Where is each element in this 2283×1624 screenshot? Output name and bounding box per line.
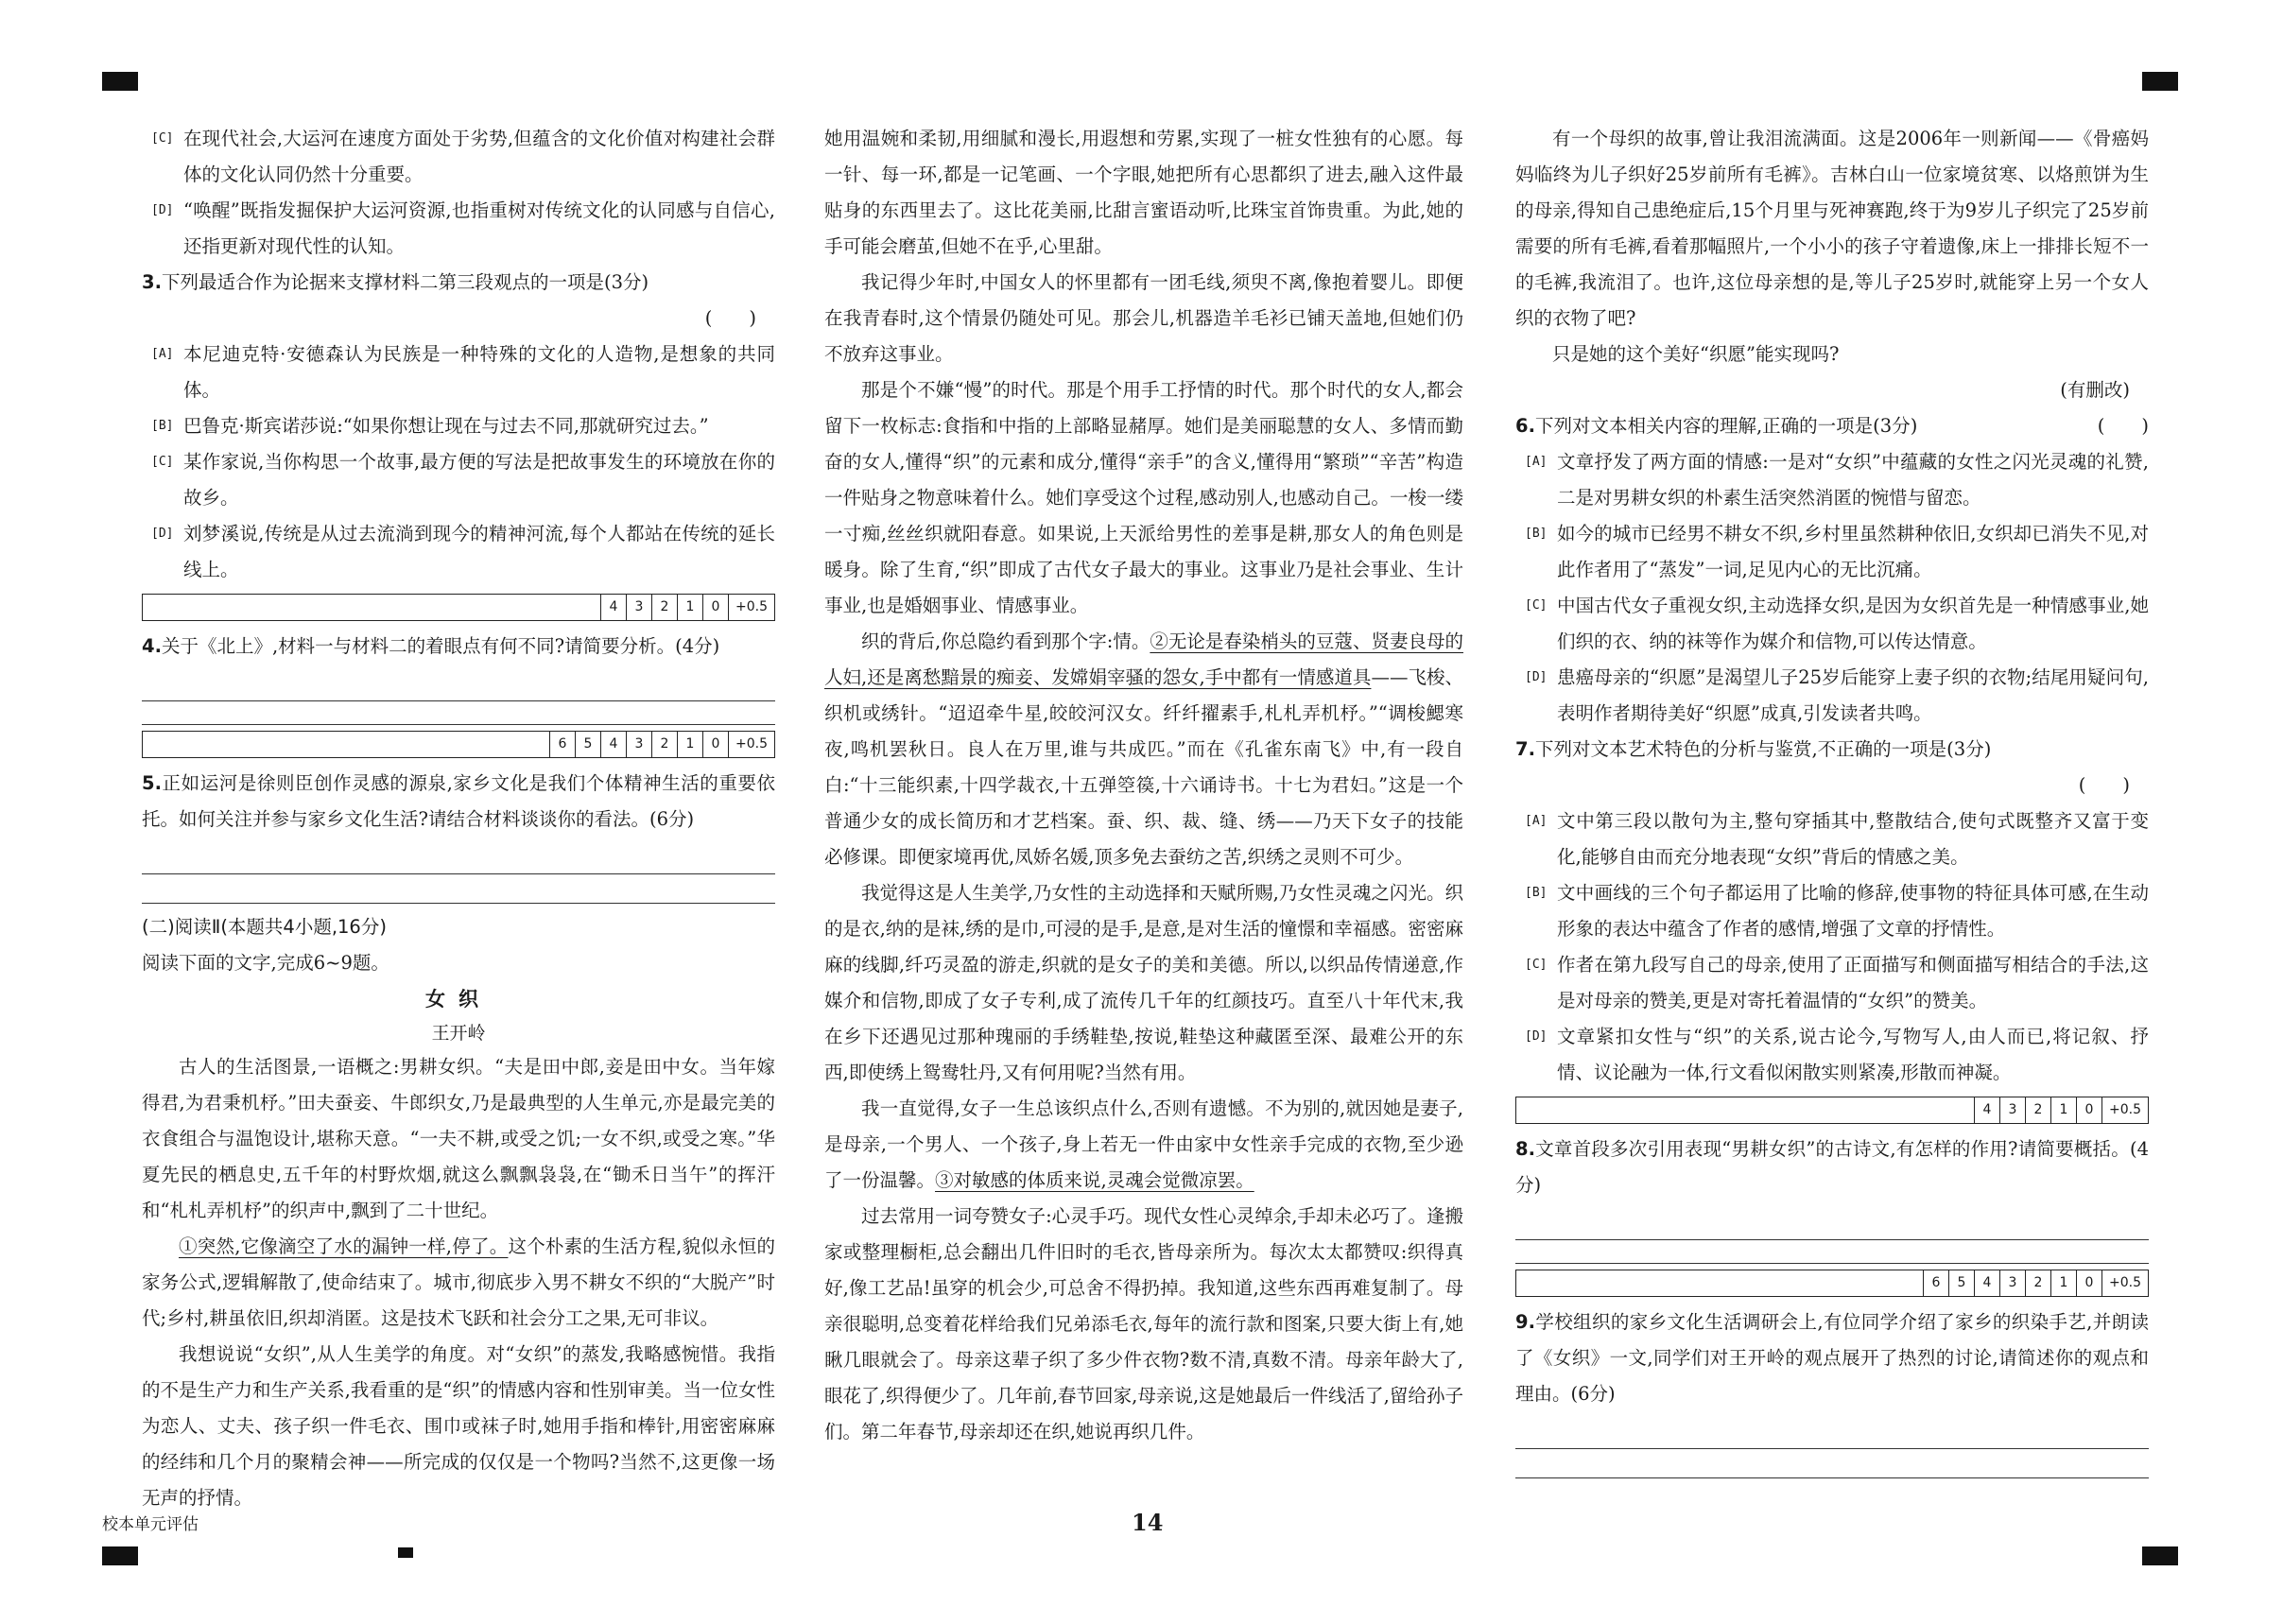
score-cell[interactable]: 5 [1948, 1270, 1974, 1296]
paragraph: 我觉得这是人生美学,乃女性的主动选择和天赋所赐,乃女性灵魂之闪光。织的是衣,纳的是袜,绣的是巾,可浸的是手,是意,是对生活的憧憬和幸福感。密密麻麻的线脚,纤巧灵盈的游走,织就的是女子的美和美德。所以,以织品传情递意,作媒介和信物,即成了女子专利,成了流传几千年的红颜技巧。直至八十年代末,我在乡下还遇见过那种瑰丽的手绣鞋垫,按说,鞋垫这种藏匿至深、最难公开的东西,即使绣上鸳鸯牡丹,又有何用呢?当然有用。 [824, 882, 1463, 1083]
paragraph: 织的背后,你总隐约看到那个字:情。②无论是春染梢头的豆蔻、贤妻良母的人妇,还是离愁黯景的痴妾、发嫦娟宰骚的怨女,手中都有一情感道具——飞梭、织机或绣针。“迢迢牵牛星,皎皎河汉女。纤纤擢素手,札札弄机杼。”“调梭鰓寒夜,鸣机罢秋日。良人在万里,谁与共成匹。”而在《孔雀东南飞》中,有一段自白:“十三能织素,十四学裁衣,十五弹箜篌,十六诵诗书。十七为君妇。”这是一个普通少女的成长简历和才艺档案。蚕、织、裁、缝、绣——乃天下女子的技能必修课。即便家境再优,凤娇名媛,顶多免去蚕纺之苦,织绣之灵则不可少。 [824, 631, 1463, 868]
answer-blank[interactable]: ( ) [704, 307, 756, 329]
registration-mark [2142, 1546, 2178, 1565]
question-3: 3.下列最适合作为论据来支撑材料二第三段观点的一项是(3分) [142, 271, 649, 293]
answer-blank[interactable]: ( ) [2078, 774, 2130, 796]
answer-line[interactable] [1515, 1449, 2149, 1478]
score-cell[interactable]: 1 [677, 595, 702, 620]
answer-line[interactable] [1515, 1203, 2149, 1240]
score-cell[interactable]: 3 [626, 595, 651, 620]
instruction: 阅读下面的文字,完成6~9题。 [142, 952, 389, 974]
score-cell[interactable]: 0 [2076, 1270, 2101, 1296]
question-8: 8.文章首段多次引用表现“男耕女织”的古诗文,有怎样的作用?请简要概括。(4分) [1515, 1138, 2149, 1196]
column-left [142, 121, 775, 1516]
question-7: 7.下列对文本艺术特色的分析与鉴赏,不正确的一项是(3分) [1515, 738, 1992, 760]
paragraph: 古人的生活图景,一语概之:男耕女织。“夫是田中郎,妾是田中女。当年嫁得君,为君秉机杼。”田夫蚕妾、牛郎织女,乃是最典型的人生单元,亦是最完美的衣食组合与温饱设计,堪称天意。“一夫不耕,或受之饥;一女不织,或受之寒。”华夏先民的栖息史,五千年的村野炊烟,就这么飘飘袅袅,在“锄禾日当午”的挥汗和“札札弄机杼”的织声中,飘到了二十世纪。 [142, 1056, 775, 1221]
option-d: [D] “唤醒”既指发掘保护大运河资源,也指重树对传统文化的认同感与自信心,还指更新对现代性的认知。 [151, 199, 775, 257]
article-title: 女织 [425, 988, 492, 1011]
article-author: 王开岭 [431, 1023, 486, 1044]
score-cell[interactable]: 6 [1923, 1270, 1948, 1296]
paragraph: ①突然,它像滴空了水的漏钟一样,停了。这个朴素的生活方程,貌似永恒的家务公式,逻辑解散了,使命结束了。城市,彻底步入男不耕女不织的“大脱产”时代;乡村,耕虽依旧,织却消匿。这是技术飞跃和社会分工之果,无可非议。 [142, 1235, 775, 1329]
paragraph: 有一个母织的故事,曾让我泪流满面。这是2006年一则新闻——《骨癌妈妈临终为儿子织好25岁前所有毛裤》。吉林白山一位家境贫寒、以烙煎饼为生的母亲,得知自己患绝症后,15个月里与死神赛跑,终于为9岁儿子织完了25岁前需要的所有毛裤,看着那幅照片,一个小小的孩子守着遗像,床上一排排长短不一的毛裤,我流泪了。也许,这位母亲想的是,等儿子25岁时,就能穿上另一个女人织的衣物了吧? [1515, 128, 2149, 329]
score-cell[interactable]: 0 [2076, 1097, 2101, 1123]
option-d: [D] 刘梦溪说,传统是从过去流淌到现今的精神河流,每个人都站在传统的延长线上。 [151, 523, 775, 580]
registration-mark [102, 1546, 138, 1565]
question-5: 5.正如运河是徐则臣创作灵感的源泉,家乡文化是我们个体精神生活的重要依托。如何关注并参与家乡文化生活?请结合材料谈谈你的看法。(6分) [142, 772, 775, 830]
option-c: [C] 某作家说,当你构思一个故事,最方便的写法是把故事发生的环境放在你的故乡。 [151, 451, 775, 509]
score-grid [1515, 1097, 2149, 1124]
option-d: [D] 文章紧扣女性与“织”的关系,说古论今,写物写人,由人而已,将记叙、抒情、议论融为一体,行文看似闲散实则紧凑,形散而神凝。 [1525, 1026, 2149, 1083]
option-a: [A] 文章抒发了两方面的情感:一是对“女织”中蕴藏的女性之闪光灵魂的礼赞,二是对男耕女织的朴素生活突然消匿的惋惜与留恋。 [1525, 451, 2149, 509]
score-grid [1515, 1270, 2149, 1297]
registration-mark [2142, 72, 2178, 91]
score-cell[interactable]: 0 [702, 732, 728, 757]
footer-label: 校本单元评估 [102, 1515, 199, 1534]
score-cell[interactable]: 1 [2050, 1270, 2076, 1296]
option-c: [C] 在现代社会,大运河在速度方面处于劣势,但蕴含的文化价值对构建社会群体的文化认同仍然十分重要。 [151, 128, 775, 185]
source-note: (有删改) [2060, 379, 2130, 401]
score-cell[interactable]: +0.5 [2101, 1270, 2148, 1296]
score-cell[interactable]: 4 [1974, 1097, 1999, 1123]
question-9: 9.学校组织的家乡文化生活调研会上,有位同学介绍了家乡的织染手艺,并朗读了《女织》一文,同学们对王开岭的观点展开了热烈的讨论,请简述你的观点和理由。(6分) [1515, 1311, 2149, 1405]
option-b: [B] 文中画线的三个句子都运用了比喻的修辞,使事物的特征具体可感,在生动形象的表达中蕴含了作者的感情,增强了文章的抒情性。 [1525, 882, 2149, 940]
question-6: 6.下列对文本相关内容的理解,正确的一项是(3分) ( ) [1515, 408, 2149, 444]
answer-line[interactable] [142, 838, 775, 874]
underlined-sentence: ①突然,它像滴空了水的漏钟一样,停了。 [179, 1235, 509, 1257]
underlined-sentence: ②无论是春染梢头的豆蔻、贤妻良母的人妇,还是离愁黯景的痴妾、发嫦娟宰骚的怨女,手中都有一情感道具 [824, 631, 1463, 688]
score-grid [142, 594, 775, 621]
score-cell[interactable]: +0.5 [2101, 1097, 2148, 1123]
paragraph: 我一直觉得,女子一生总该织点什么,否则有遗憾。不为别的,就因她是妻子,是母亲,一个男人、一个孩子,身上若无一件由家中女性亲手完成的衣物,至少逊了一份温馨。③对敏感的体质来说,灵魂会觉微凉罢。 [824, 1097, 1463, 1191]
option-c: [C] 作者在第九段写自己的母亲,使用了正面描写和侧面描写相结合的手法,这是对母亲的赞美,更是对寄托着温情的“女织”的赞美。 [1525, 954, 2149, 1011]
column-right [1515, 121, 2149, 1478]
score-cell[interactable]: 3 [626, 732, 651, 757]
score-cell[interactable]: 4 [600, 595, 626, 620]
option-b: [B] 巴鲁克·斯宾诺莎说:“如果你想让现在与过去不同,那就研究过去。” [151, 415, 709, 437]
option-a: [A] 本尼迪克特·安德森认为民族是一种特殊的文化的人造物,是想象的共同体。 [151, 343, 775, 401]
paragraph: 只是她的这个美好“织愿”能实现吗? [1552, 343, 1840, 365]
answer-line[interactable] [142, 701, 775, 725]
score-cell[interactable]: 0 [702, 595, 728, 620]
underlined-sentence: ③对敏感的体质来说,灵魂会觉微凉罢。 [935, 1169, 1254, 1191]
paragraph: 她用温婉和柔韧,用细腻和漫长,用遐想和劳累,实现了一桩女性独有的心愿。每一针、每一环,都是一记笔画、一个字眼,她把所有心思都织了进去,融入这件最贴身的东西里去了。这比花美丽,比甜言蜜语动听,比珠宝首饰贵重。为此,她的手可能会磨茧,但她不在乎,心里甜。 [824, 128, 1463, 257]
score-cell[interactable]: +0.5 [728, 732, 774, 757]
paragraph: 过去常用一词夸赞女子:心灵手巧。现代女性心灵绰余,手却未必巧了。逢搬家或整理橱柜,总会翻出几件旧时的毛衣,皆母亲所为。每次太太都赞叹:织得真好,像工艺品!虽穿的机会少,可总舍不得扔掉。我知道,这些东西再难复制了。母亲很聪明,总变着花样给我们兄弟添毛衣,每年的流行款和图案,只要大街上有,她瞅几眼就会了。母亲这辈子织了多少件衣物?数不清,真数不清。母亲年龄大了,眼花了,织得便少了。几年前,春节回家,母亲说,这是她最后一件线活了,留给孙子们。第二年春节,母亲却还在织,她说再织几件。 [824, 1205, 1463, 1443]
option-c: [C] 中国古代女子重视女织,主动选择女织,是因为女织首先是一种情感事业,她们织的衣、纳的袜等作为媒介和信物,可以传达情意。 [1525, 595, 2149, 652]
score-cell[interactable]: 4 [1974, 1270, 1999, 1296]
page-number: 14 [1132, 1509, 1164, 1536]
score-grid [142, 731, 775, 758]
score-cell[interactable]: 1 [2050, 1097, 2076, 1123]
answer-line[interactable] [1515, 1240, 2149, 1264]
score-cell[interactable]: 2 [2025, 1270, 2050, 1296]
score-cell[interactable]: 4 [600, 732, 626, 757]
paragraph: 那是个不嫌“慢”的时代。那是个用手工抒情的时代。那个时代的女人,都会留下一枚标志:食指和中指的上部略显赭厚。她们是美丽聪慧的女人、多情而勤奋的女人,懂得“织”的元素和成分,懂得“亲手”的含义,懂得用“繁琐”“辛苦”构造一件贴身之物意味着什么。她们享受这个过程,感动别人,也感动自己。一梭一缕一寸痴,丝丝织就阳春意。如果说,上天派给男性的差事是耕,那女人的角色则是暖身。除了生育,“织”即成了古代女子最大的事业。这事业乃是社会事业、生计事业,也是婚姻事业、情感事业。 [824, 379, 1463, 616]
score-cell[interactable]: 2 [651, 732, 677, 757]
registration-mark [398, 1547, 413, 1558]
option-b: [B] 如今的城市已经男不耕女不织,乡村里虽然耕种依旧,女织却已消失不见,对此作者用了“蒸发”一词,足见内心的无比沉痛。 [1525, 523, 2149, 580]
score-cell[interactable]: 6 [549, 732, 575, 757]
option-a: [A] 文中第三段以散句为主,整句穿插其中,整散结合,使句式既整齐又富于变化,能够自由而充分地表现“女织”背后的情感之美。 [1525, 810, 2149, 868]
paragraph: 我记得少年时,中国女人的怀里都有一团毛线,须臾不离,像抱着婴儿。即便在我青春时,这个情景仍随处可见。那会儿,机器造羊毛衫已铺天盖地,但她们仍不放弃这事业。 [824, 271, 1463, 365]
answer-line[interactable] [142, 665, 775, 701]
section-heading: (二)阅读Ⅱ(本题共4小题,16分) [142, 916, 387, 938]
score-cell[interactable]: 3 [1999, 1097, 2025, 1123]
score-cell[interactable]: 3 [1999, 1270, 2025, 1296]
option-d: [D] 患癌母亲的“织愿”是渴望儿子25岁后能穿上妻子织的衣物;结尾用疑问句,表明作者期待美好“织愿”成真,引发读者共鸣。 [1525, 666, 2149, 724]
answer-line[interactable] [1515, 1412, 2149, 1449]
score-cell[interactable]: +0.5 [728, 595, 774, 620]
paragraph: 我想说说“女织”,从人生美学的角度。对“女织”的蒸发,我略感惋惜。我指的不是生产力和生产关系,我看重的是“织”的情感内容和性别审美。当一位女性为恋人、丈夫、孩子织一件毛衣、围巾或袜子时,她用手指和棒针,用密密麻麻的经纬和几个月的聚精会神——所完成的仅仅是一个物吗?当然不,这更像一场无声的抒情。 [142, 1343, 775, 1509]
answer-line[interactable] [142, 874, 775, 904]
registration-mark [102, 72, 138, 91]
question-4: 4.关于《北上》,材料一与材料二的着眼点有何不同?请简要分析。(4分) [142, 635, 720, 657]
score-cell[interactable]: 1 [677, 732, 702, 757]
answer-blank[interactable]: ( ) [2097, 415, 2149, 437]
score-cell[interactable]: 2 [2025, 1097, 2050, 1123]
score-cell[interactable]: 2 [651, 595, 677, 620]
column-middle [824, 121, 1463, 1450]
score-cell[interactable]: 5 [575, 732, 600, 757]
